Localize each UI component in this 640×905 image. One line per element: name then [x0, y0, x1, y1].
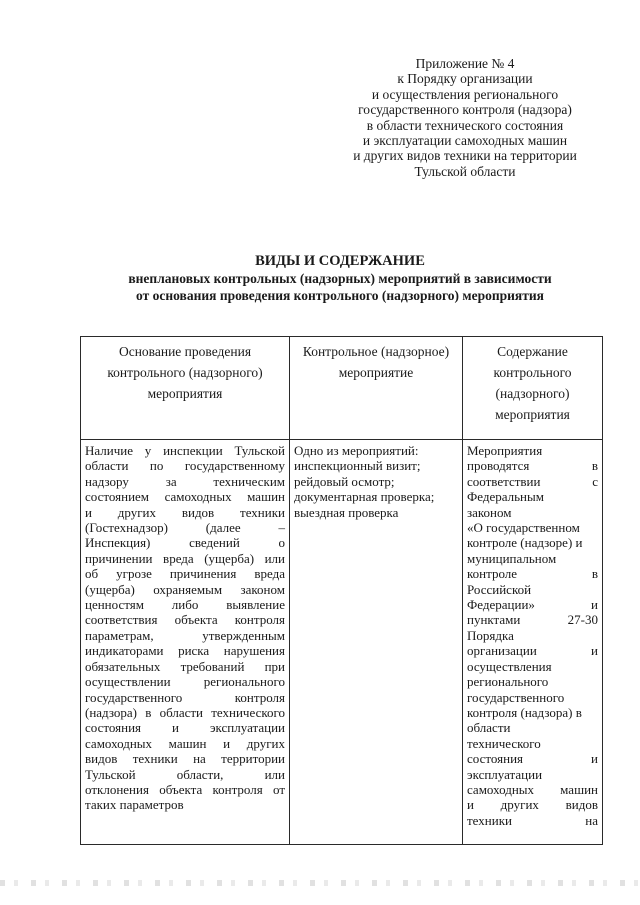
cell-line: техники на — [467, 812, 598, 828]
document-title — [60, 252, 620, 304]
appendix-line: к Порядку организации — [397, 71, 533, 87]
cell-line: области — [467, 720, 511, 736]
cell-line: (Гостехнадзор) (далее – — [85, 520, 285, 536]
cell-line: организации и — [467, 643, 598, 659]
table-row — [81, 440, 603, 845]
cell-line: документарная проверка; — [294, 489, 435, 505]
cell-line: Одно из мероприятий: — [294, 443, 419, 458]
header-basis: Основание проведения контрольного (надзорного) мероприятия — [81, 337, 290, 440]
cell-line: состояния и — [467, 751, 598, 767]
cell-line: государственного контроля — [85, 689, 285, 705]
events-table — [80, 336, 603, 845]
cell-line: области по государственному — [85, 458, 285, 474]
header-content: Содержание контрольного (надзорного) мероприятия — [463, 337, 603, 440]
cell-line: отклонения объекта контроля от — [85, 781, 285, 797]
cell-line: причинении вреда (ущерба) или — [85, 550, 285, 566]
cell-line: индикаторами риска нарушения — [85, 643, 285, 659]
cell-line: муниципальном — [467, 550, 557, 566]
cell-line: контроля (надзора) в — [467, 704, 582, 720]
cell-line: осуществления — [467, 658, 552, 674]
cell-line: контроле в — [467, 566, 598, 582]
cell-line: (надзора) в области технического — [85, 704, 285, 720]
cell-line: Наличие у инспекции Тульской — [85, 443, 285, 458]
cell-line: состояния и эксплуатации — [85, 720, 285, 736]
cell-basis — [81, 440, 290, 845]
appendix-header — [330, 56, 600, 179]
cell-line: видов техники на территории — [85, 751, 285, 767]
cell-line: регионального — [467, 674, 549, 690]
cell-line: ценностям либо выявление — [85, 597, 285, 613]
cell-line: Порядка — [467, 627, 514, 643]
cell-line: (ущерба) охраняемым законом — [85, 581, 285, 597]
title-main: ВИДЫ И СОДЕРЖАНИЕ — [255, 253, 425, 269]
header-event: Контрольное (надзорное) мероприятие — [290, 337, 463, 440]
appendix-line: Приложение № 4 — [415, 56, 515, 71]
cell-line: состоянием самоходных машин — [85, 489, 285, 505]
table-header-row — [81, 337, 603, 440]
cell-line: соответствия объекта контроля — [85, 612, 285, 628]
cell-line: об угрозе причинения вреда — [85, 566, 285, 582]
cell-line: Российской — [467, 581, 532, 597]
appendix-line: в области технического состояния — [366, 117, 564, 133]
cell-line: инспекционный визит; — [294, 458, 421, 474]
title-subtitle-line-1: внеплановых контрольных (надзорных) мероприятий в зависимости — [128, 271, 552, 286]
cell-content — [463, 440, 603, 845]
cell-line: надзору за техническим — [85, 473, 285, 489]
cell-line: Федеральным — [467, 489, 544, 505]
cell-line: самоходных машин — [467, 781, 598, 797]
cell-line: эксплуатации — [467, 766, 543, 782]
cell-line: законом — [467, 504, 512, 520]
cell-line: Федерации» и — [467, 597, 598, 613]
cell-line: технического — [467, 735, 541, 751]
cell-line: соответствии с — [467, 473, 598, 489]
appendix-line: Тульской области — [414, 163, 516, 179]
appendix-line: и эксплуатации самоходных машин — [362, 133, 568, 149]
cell-line: пунктами 27-30 — [467, 612, 598, 628]
cell-line: и других видов техники — [85, 504, 285, 520]
cell-line: выездная проверка — [294, 504, 399, 520]
cell-line: таких параметров — [85, 797, 184, 813]
title-subtitle-line-2: от основания проведения контрольного (надзорного) мероприятия — [136, 288, 544, 303]
cell-event — [290, 440, 463, 845]
appendix-line: и других видов техники на территории — [353, 148, 577, 164]
cell-line: осуществлении регионального — [85, 674, 285, 690]
cell-line: рейдовый осмотр; — [294, 473, 395, 489]
cell-line: «О государственном — [467, 520, 580, 536]
appendix-line: и осуществления регионального — [371, 86, 559, 102]
cell-line: самоходных машин и других — [85, 735, 285, 751]
cell-line: Мероприятия — [467, 443, 543, 458]
appendix-line: государственного контроля (надзора) — [358, 102, 572, 118]
scan-artifact-line — [0, 880, 640, 886]
cell-line: государственного — [467, 689, 565, 705]
cell-line: обязательных требований при — [85, 658, 285, 674]
cell-line: Тульской области, или — [85, 766, 285, 782]
cell-line: проводятся в — [467, 458, 598, 474]
cell-line: параметрам, утвержденным — [85, 627, 285, 643]
cell-line: Инспекция) сведений о — [85, 535, 285, 551]
cell-line: и других видов — [467, 797, 598, 813]
cell-line: контроле (надзоре) и — [467, 535, 583, 551]
